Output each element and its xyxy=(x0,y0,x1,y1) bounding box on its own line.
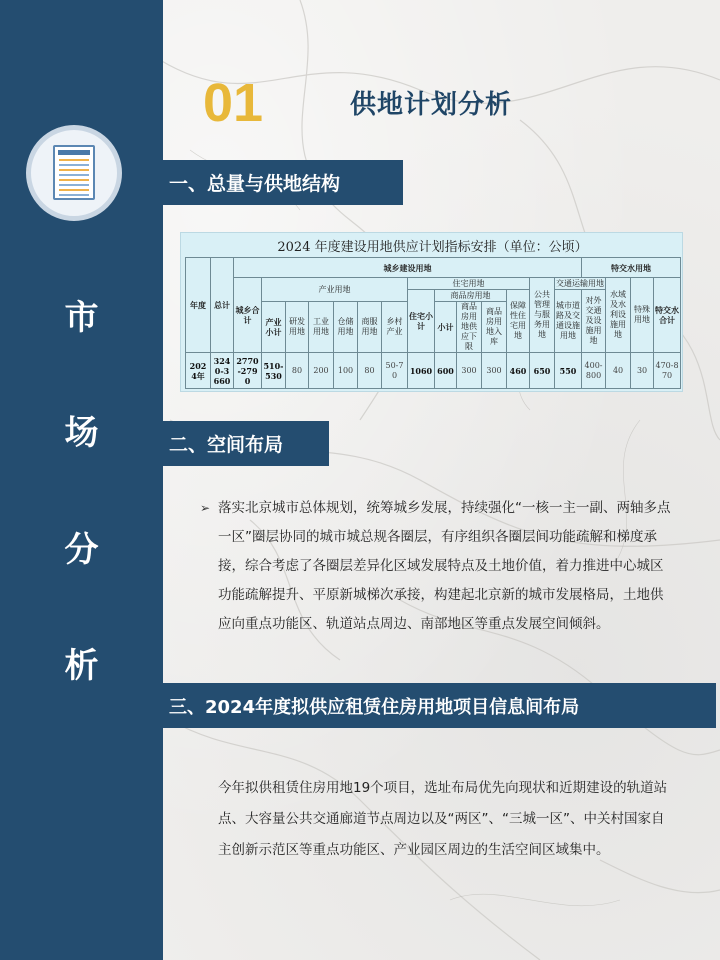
cell-urban-total: 2770-2790 xyxy=(234,353,262,389)
header-commodity-subtotal: 小计 xyxy=(435,302,457,353)
cell-commodity-subtotal: 600 xyxy=(435,353,457,389)
header-commodity-warehouse: 商品房用地入库 xyxy=(482,302,507,353)
header-commodity-lower: 商品房用地供应下限 xyxy=(457,302,482,353)
header-year: 年度 xyxy=(186,258,211,353)
cell-commodity-lower: 300 xyxy=(457,353,482,389)
cell-water: 40 xyxy=(606,353,631,389)
cell-industry-subtotal: 510-530 xyxy=(262,353,286,389)
sidebar-char-4: 析 xyxy=(64,646,99,686)
header-storage: 仓储用地 xyxy=(334,302,358,353)
cell-commercial: 80 xyxy=(358,353,382,389)
document-icon xyxy=(26,125,122,221)
cell-special-total: 470-870 xyxy=(654,353,681,389)
cell-rd: 80 xyxy=(286,353,309,389)
header-commercial: 商服用地 xyxy=(358,302,382,353)
cell-year: 2024年 xyxy=(186,353,211,389)
cell-total: 3240-3660 xyxy=(211,353,234,389)
cell-urban-roads: 550 xyxy=(555,353,582,389)
header-rd: 研发用地 xyxy=(286,302,309,353)
sidebar-char-2: 场 xyxy=(64,413,99,453)
section-title-1: 一、总量与供地结构 xyxy=(169,173,341,195)
header-affordable: 保障性住宅用地 xyxy=(507,290,530,353)
table-title: 2024 年度建设用地供应计划指标安排（单位：公顷） xyxy=(277,240,588,255)
cell-external-transport: 400-800 xyxy=(582,353,606,389)
header-rural-industry: 乡村产业 xyxy=(382,302,408,353)
sidebar-char-3: 分 xyxy=(64,530,99,570)
header-commodity-group: 商品房用地 xyxy=(435,290,507,302)
cell-industrial: 200 xyxy=(309,353,334,389)
cell-storage: 100 xyxy=(334,353,358,389)
header-water: 水域及水利设施用地 xyxy=(606,278,631,353)
cell-affordable: 460 xyxy=(507,353,530,389)
section-title-3: 三、2024年度拟供应租赁住房用地项目信息间布局 xyxy=(169,696,580,718)
header-urban-roads: 城市道路及交通设施用地 xyxy=(555,290,582,353)
header-industry-subtotal: 产业小计 xyxy=(262,302,286,353)
bullet-arrow-icon: ➢ xyxy=(200,501,211,515)
header-transport-group: 交通运输用地 xyxy=(556,278,605,288)
cell-public: 650 xyxy=(530,353,555,389)
supply-plan-table-card xyxy=(180,232,683,392)
sidebar xyxy=(0,0,163,960)
spatial-layout-paragraph: 落实北京城市总体规划，统筹城乡发展，持续强化“一核一主一副、两轴多点一区”圈层协同的城市城总规各圈层，有序组织各圈层间功能疏解和梯度承接，综合考虑了各圈层差异化区域发展特点及土地价值，着力推进中心城区功能疏解提升、平原新城梯次承接，构建起北京新的城市发展格局，土地供应向重点功能区、轨道站点周边、南部地区等重点发展空间倾斜。 xyxy=(218,500,671,632)
header-group-urban: 城乡建设用地 xyxy=(234,258,582,278)
supply-plan-table xyxy=(185,257,681,389)
section-number: 01 xyxy=(203,73,264,133)
header-residential: 住宅小计 xyxy=(408,290,435,353)
header-residential-group: 住宅用地 xyxy=(408,278,530,290)
cell-special: 30 xyxy=(631,353,654,389)
header-urban-total: 城乡合计 xyxy=(234,278,262,353)
header-special-total: 特交水合计 xyxy=(654,278,681,353)
section-header-3 xyxy=(163,683,716,728)
section-title-2: 二、空间布局 xyxy=(169,434,284,456)
header-industrial: 工业用地 xyxy=(309,302,334,353)
rental-housing-paragraph: 今年拟供租赁住房用地19个项目，选址布局优先向现状和近期建设的轨道站点、大容量公共交通廊道节点周边以及“两区”、“三城一区”、中关村国家自主创新示范区等重点功能区、产业园区周边的生活空间区域集中。 xyxy=(218,780,668,858)
cell-residential: 1060 xyxy=(408,353,435,389)
section-header-1 xyxy=(163,160,403,205)
cell-rural-industry: 50-70 xyxy=(382,353,408,389)
header-total: 总计 xyxy=(211,258,234,353)
header-industry-group: 产业用地 xyxy=(262,278,408,302)
page-title: 供地计划分析 xyxy=(350,90,513,120)
header-group-special: 特交水用地 xyxy=(582,258,681,278)
sidebar-char-1: 市 xyxy=(64,298,99,338)
header-external-transport: 对外交通及设施用地 xyxy=(582,290,606,353)
cell-commodity-warehouse: 300 xyxy=(482,353,507,389)
header-special: 特殊用地 xyxy=(631,278,654,353)
header-public: 公共管理与服务用地 xyxy=(530,278,555,353)
section-header-2 xyxy=(163,421,329,466)
table-row xyxy=(186,353,681,389)
